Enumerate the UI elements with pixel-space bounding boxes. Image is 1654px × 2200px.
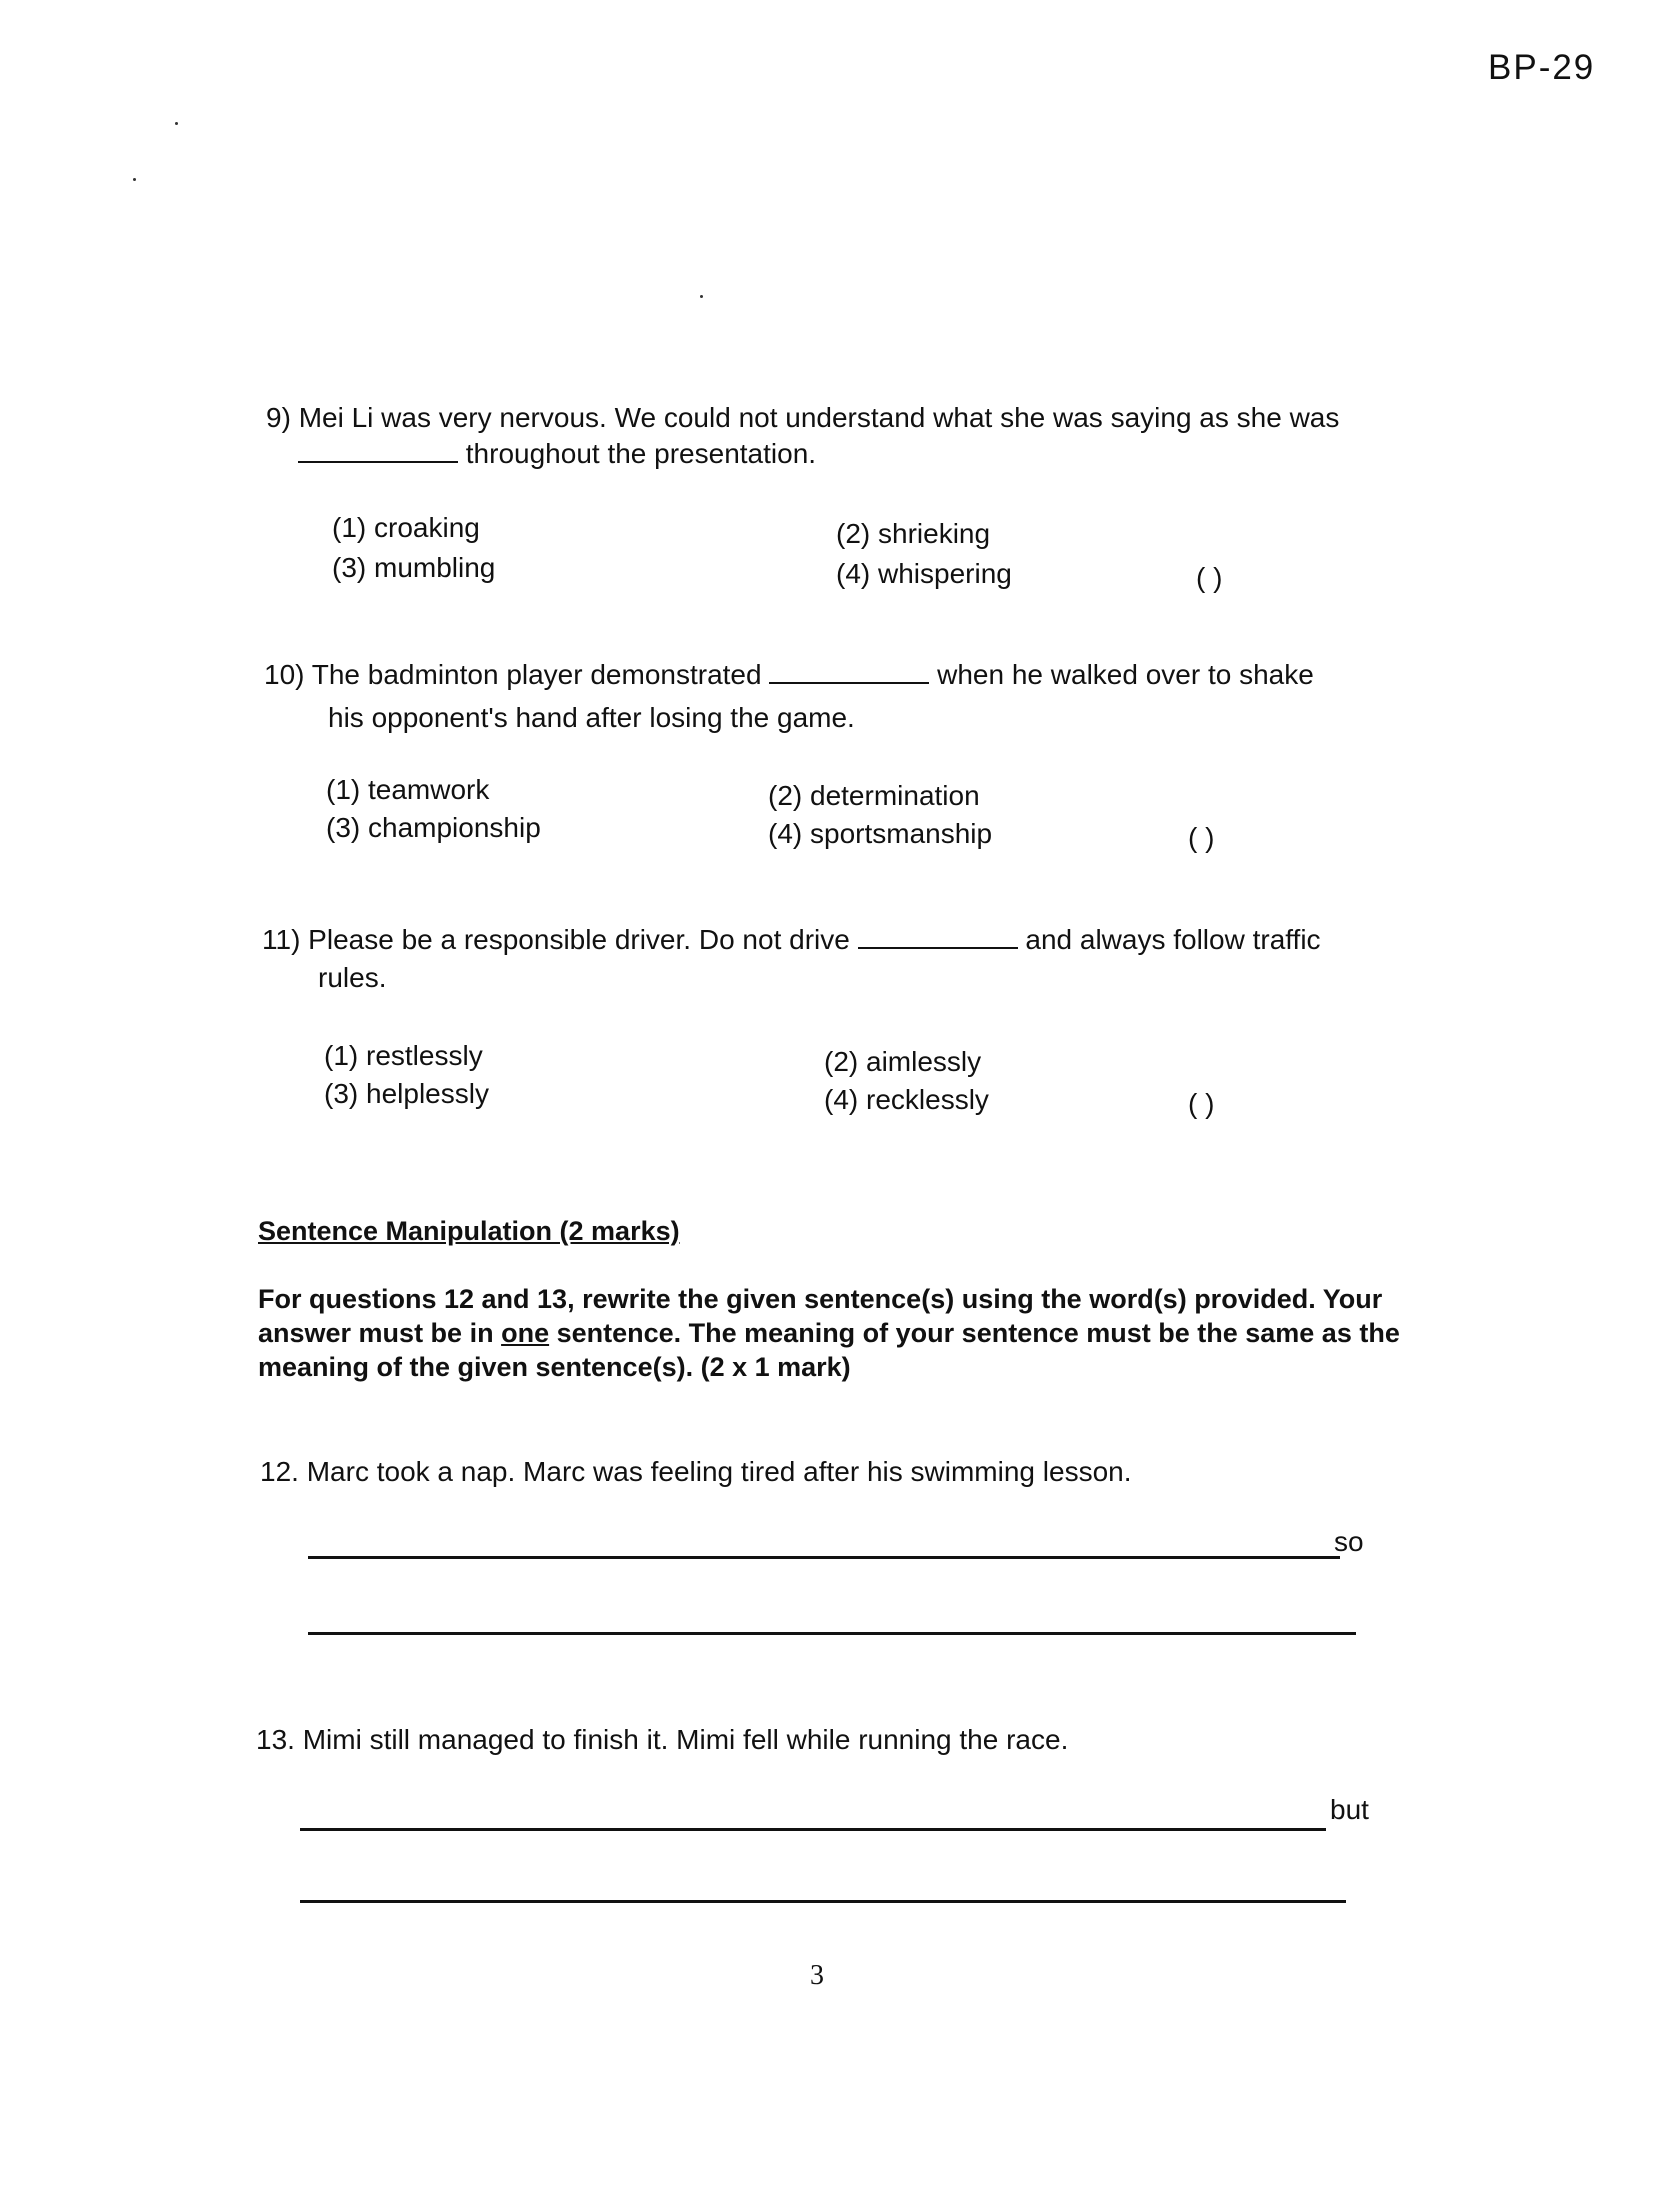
answer-blank[interactable] — [769, 682, 929, 684]
scan-mark — [700, 295, 703, 298]
question-11-line2: rules. — [318, 962, 387, 993]
question-9-number: 9) — [266, 402, 291, 433]
question-10-text: The badminton player demonstrated — [311, 659, 762, 690]
answer-line[interactable] — [300, 1900, 1346, 1903]
connector-word: so — [1334, 1526, 1364, 1557]
question-12 — [260, 1452, 1132, 1492]
answer-bracket[interactable]: ( ) — [1188, 822, 1215, 853]
answer-line[interactable] — [300, 1828, 1326, 1831]
answer-blank[interactable] — [298, 461, 458, 463]
option-3: (3) championship — [326, 812, 541, 843]
option-2: (2) shrieking — [836, 518, 991, 549]
section-title: Sentence Manipulation (2 marks) — [258, 1216, 680, 1246]
page-number: 3 — [810, 1960, 824, 1991]
question-11-text-end: and always follow traffic — [1025, 924, 1321, 955]
option-1: (1) teamwork — [326, 774, 490, 805]
question-12-text: Marc took a nap. Marc was feeling tired after his swimming lesson. — [306, 1456, 1132, 1487]
option-3: (3) mumbling — [332, 552, 496, 583]
question-10-number: 10) — [264, 659, 305, 690]
answer-line[interactable] — [308, 1632, 1356, 1635]
option-3: (3) helplessly — [324, 1078, 489, 1109]
instructions-emphasis: one — [501, 1318, 550, 1348]
question-10-line1 — [264, 655, 1314, 695]
question-10-text-end: when he walked over to shake — [937, 659, 1314, 690]
option-2: (2) determination — [768, 780, 980, 811]
question-9-text: Mei Li was very nervous. We could not understand what she was saying as she was — [298, 402, 1340, 433]
question-11-number: 11) — [262, 924, 301, 955]
question-11-line1 — [262, 920, 1321, 960]
option-1: (1) restlessly — [324, 1040, 483, 1071]
instructions-text-end: sentence. The meaning of your sentence must be the same as the meaning of the given sentence(s). (2 x 1 mark) — [258, 1318, 1400, 1382]
question-10-line2: his opponent's hand after losing the game. — [328, 702, 855, 733]
question-13-text: Mimi still managed to finish it. Mimi fell while running the race. — [302, 1724, 1069, 1755]
answer-bracket[interactable]: ( ) — [1188, 1088, 1215, 1119]
scan-mark — [175, 122, 178, 125]
page-code: BP-29 — [1488, 48, 1596, 87]
option-4: (4) recklessly — [824, 1084, 989, 1115]
question-13 — [256, 1720, 1068, 1760]
question-12-number: 12. — [260, 1456, 299, 1487]
option-4: (4) whispering — [836, 558, 1012, 589]
question-9-line1 — [266, 398, 1339, 438]
scan-mark — [133, 178, 136, 181]
answer-blank[interactable] — [858, 947, 1018, 949]
option-1: (1) croaking — [332, 512, 480, 543]
section-instructions — [258, 1282, 1458, 1384]
question-11-text: Please be a responsible driver. Do not drive — [308, 924, 850, 955]
question-13-number: 13. — [256, 1724, 295, 1755]
question-9-line2 — [298, 434, 816, 474]
answer-line[interactable] — [308, 1556, 1340, 1559]
instructions-text: For questions 12 and 13, rewrite the given sentence(s) using the word(s) provided. Your answer must be in — [258, 1284, 1383, 1348]
answer-bracket[interactable]: ( ) — [1196, 562, 1223, 593]
option-4: (4) sportsmanship — [768, 818, 993, 849]
connector-word: but — [1330, 1794, 1369, 1825]
question-9-text-end: throughout the presentation. — [465, 438, 817, 469]
option-2: (2) aimlessly — [824, 1046, 982, 1077]
